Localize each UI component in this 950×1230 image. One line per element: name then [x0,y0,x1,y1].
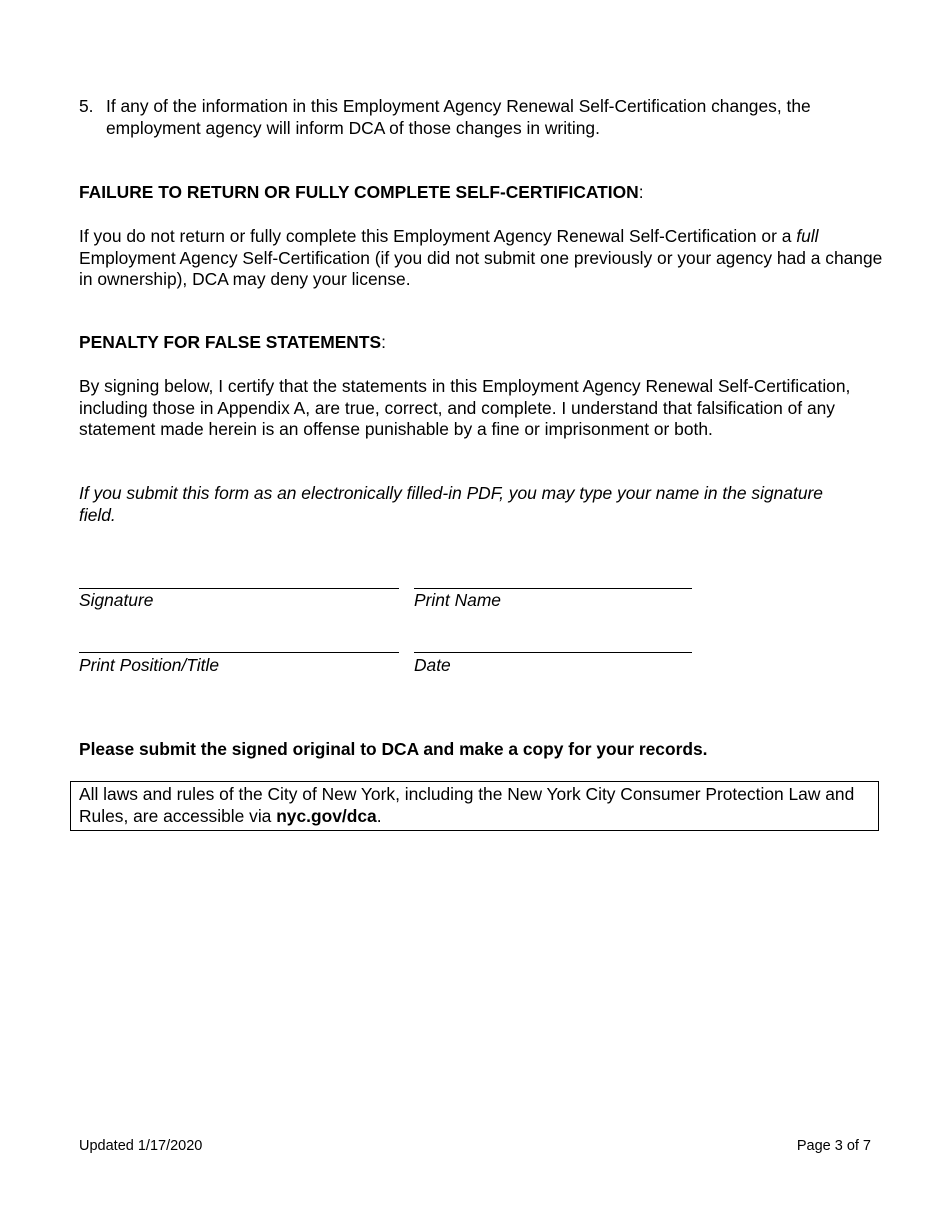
failure-text-after: Employment Agency Self-Certification (if you did not submit one previously or your agency had a change in ownership), DCA may deny your license. [79,247,883,289]
penalty-heading-text: PENALTY FOR FALSE STATEMENTS [79,332,382,352]
signature-label: Signature [79,590,154,610]
list-item-text: If any of the information in this Employment Agency Renewal Self-Certification changes, the employment agency will inform DCA of those changes in writing. [106,96,811,138]
position-title-line[interactable] [79,652,399,653]
print-name-line[interactable] [414,588,692,589]
heading-colon: : [638,182,644,202]
list-number: 5. [79,96,94,116]
heading-colon: : [381,332,386,352]
failure-paragraph [79,226,884,291]
signature-line[interactable] [79,588,399,589]
laws-notice-box [70,781,879,831]
position-title-label: Print Position/Title [79,655,219,675]
list-item-5 [79,96,889,139]
footer-updated-date: Updated 1/17/2020 [79,1138,203,1154]
failure-heading-text: FAILURE TO RETURN OR FULLY COMPLETE SELF-CERTIFICATION [79,182,639,202]
date-label: Date [414,655,451,675]
submit-note: Please submit the signed original to DCA and make a copy for your records. [79,739,708,759]
pdf-note: If you submit this form as an electronically filled-in PDF, you may type your name in the signature field. [79,483,823,525]
footer-page-number: Page 3 of 7 [796,1138,871,1154]
nyc-dca-link[interactable]: nyc.gov/dca [276,805,377,826]
laws-text-after: . [376,805,382,826]
laws-text-before: All laws and rules of the City of New York, including the New York City Consumer Protection Law and Rules, are accessible via [79,784,855,826]
failure-text-italic: full [796,226,819,246]
print-name-label: Print Name [414,590,501,610]
failure-heading [79,182,644,204]
penalty-paragraph: By signing below, I certify that the statements in this Employment Agency Renewal Self-Certification, including those in Appendix A, are true, correct, and complete. I understand that falsification of any statement made herein is an offense punishable by a fine or imprisonment or both. [79,376,851,439]
date-line[interactable] [414,652,692,653]
failure-text-before: If you do not return or fully complete this Employment Agency Renewal Self-Certification or a [79,226,797,246]
penalty-heading [79,332,386,354]
